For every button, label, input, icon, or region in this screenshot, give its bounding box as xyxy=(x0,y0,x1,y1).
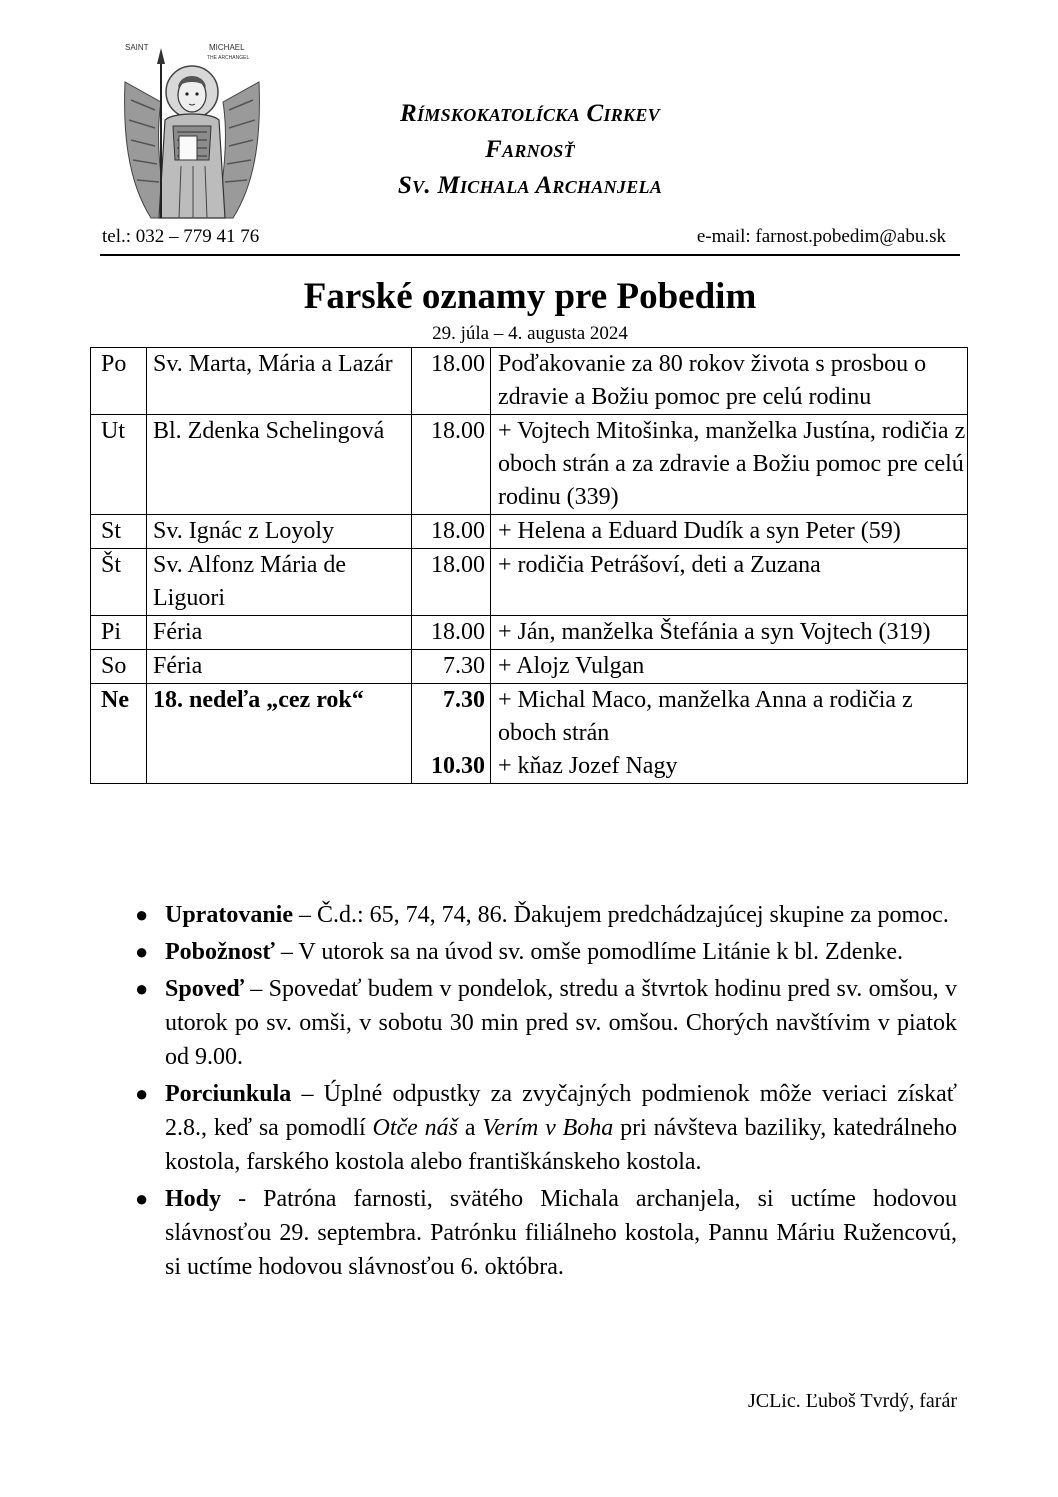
icon-caption-michael: MICHAEL xyxy=(209,43,245,52)
saint-cell: Féria xyxy=(147,650,412,684)
time-cell: 18.00 xyxy=(412,348,491,415)
notice-text: – Č.d.: 65, 74, 74, 86. Ďakujem predchádzajúcej skupine za pomoc. xyxy=(293,902,949,928)
notice-heading: Hody xyxy=(165,1186,222,1212)
notice-text: - Patróna farnosti, svätého Michala archanjela, si uctíme hodovou slávnosťou 29. septembra. Patrónku filiálneho kostola, Pannu Máriu Ružencovú, si uctíme hodovou slávnosťou 6. októbra. xyxy=(165,1186,957,1280)
list-item xyxy=(135,1182,957,1284)
time-cell xyxy=(412,684,491,784)
time-second: 10.30 xyxy=(431,753,485,779)
intention-cell: + Alojz Vulgan xyxy=(491,650,968,684)
notice-text: – Spovedať budem v pondelok, stredu a štvrtok hodinu pred sv. omšou, v utorok po sv. omši, v sobotu 30 min pred sv. omšou. Chorých navštívim v piatok od 9.00. xyxy=(165,976,957,1070)
saint-cell: Sv. Marta, Mária a Lazár xyxy=(147,348,412,415)
saint-cell: Féria xyxy=(147,616,412,650)
notice-heading: Upratovanie xyxy=(165,902,293,928)
date-range: 29. júla – 4. augusta 2024 xyxy=(432,323,628,344)
saint-michael-icon xyxy=(121,40,263,222)
saint-cell: 18. nedeľa „cez rok“ xyxy=(147,684,412,784)
table-row xyxy=(91,415,968,515)
list-item xyxy=(135,1077,957,1179)
day-cell: Po xyxy=(91,348,147,415)
saint-cell: Sv. Alfonz Mária de Liguori xyxy=(147,549,412,616)
intention-cell: Poďakovanie za 80 rokov života s prosbou o zdravie a Božiu pomoc pre celú rodinu xyxy=(491,348,968,415)
contact-bar xyxy=(100,224,960,256)
time-cell: 7.30 xyxy=(412,650,491,684)
notice-heading: Spoveď xyxy=(165,976,244,1002)
intention-cell: + Vojtech Mitošinka, manželka Justína, rodičia z oboch strán a za zdravie a Božiu pomoc pre celú rodinu (339) xyxy=(491,415,968,515)
notice-text: a xyxy=(458,1115,483,1141)
icon-caption-archangel: THE ARCHANGEL xyxy=(207,55,250,61)
parish-header xyxy=(300,96,760,204)
intention-cell: + rodičia Petrášoví, deti a Zuzana xyxy=(491,549,968,616)
email-address: e-mail: farnost.pobedim@abu.sk xyxy=(696,226,946,247)
notice-text: pri návšteva baziliky, katedrálneho kostola, farského kostola alebo františkánskeho kostola. xyxy=(165,1115,957,1175)
notice-text: – V utorok sa na úvod sv. omše pomodlíme Litánie k bl. Zdenke. xyxy=(274,939,903,965)
page-title: Farské oznamy pre Pobedim xyxy=(303,276,757,317)
time-cell: 18.00 xyxy=(412,415,491,515)
prayer-name: Otče náš xyxy=(372,1115,458,1141)
day-cell: So xyxy=(91,650,147,684)
intention-cell xyxy=(491,684,968,784)
notice-heading: Porciunkula xyxy=(165,1081,292,1107)
day-cell: Pi xyxy=(91,616,147,650)
table-row-sunday xyxy=(91,684,968,784)
table-row xyxy=(91,616,968,650)
saint-cell: Bl. Zdenka Schelingová xyxy=(147,415,412,515)
intention-cell: + Helena a Eduard Dudík a syn Peter (59) xyxy=(491,515,968,549)
notice-text: – Úplné odpustky za zvyčajných podmienok môže veriaci získať 2.8., keď sa pomodlí xyxy=(165,1081,957,1141)
header-line-church: Rímskokatolícka Cirkev xyxy=(400,100,660,127)
notice-heading: Pobožnosť xyxy=(165,939,275,965)
day-cell: Št xyxy=(91,549,147,616)
time-first: 7.30 xyxy=(443,687,485,713)
time-cell: 18.00 xyxy=(412,549,491,616)
phone-number: tel.: 032 – 779 41 76 xyxy=(102,226,260,247)
table-row xyxy=(91,348,968,415)
intention-cell: + Ján, manželka Štefánia a syn Vojtech (319) xyxy=(491,616,968,650)
notices-list xyxy=(135,898,957,1287)
intention-first: + Michal Maco, manželka Anna a rodičia z oboch strán xyxy=(498,687,913,746)
time-cell: 18.00 xyxy=(412,616,491,650)
time-spacer xyxy=(412,717,485,750)
list-item xyxy=(135,935,957,969)
day-cell: St xyxy=(91,515,147,549)
list-item xyxy=(135,898,957,932)
time-cell: 18.00 xyxy=(412,515,491,549)
header-line-parish: Farnosť xyxy=(485,136,575,163)
bullet-icon: ● xyxy=(135,902,149,927)
header-line-patron: Sv. Michala Archanjela xyxy=(397,172,663,199)
bullet-icon: ● xyxy=(135,1081,149,1106)
list-item xyxy=(135,972,957,1074)
saint-cell: Sv. Ignác z Loyoly xyxy=(147,515,412,549)
mass-schedule-table xyxy=(90,347,968,784)
table-row xyxy=(91,549,968,616)
bullet-icon: ● xyxy=(135,939,149,964)
bullet-icon: ● xyxy=(135,976,149,1001)
day-cell: Ut xyxy=(91,415,147,515)
day-cell: Ne xyxy=(91,684,147,784)
signature: JCLic. Ľuboš Tvrdý, farár xyxy=(747,1390,957,1412)
icon-caption-saint: SAINT xyxy=(125,43,149,52)
bullet-icon: ● xyxy=(135,1186,149,1211)
table-row xyxy=(91,650,968,684)
intention-second: + kňaz Jozef Nagy xyxy=(498,753,678,779)
table-row xyxy=(91,515,968,549)
prayer-name: Verím v Boha xyxy=(482,1115,614,1141)
